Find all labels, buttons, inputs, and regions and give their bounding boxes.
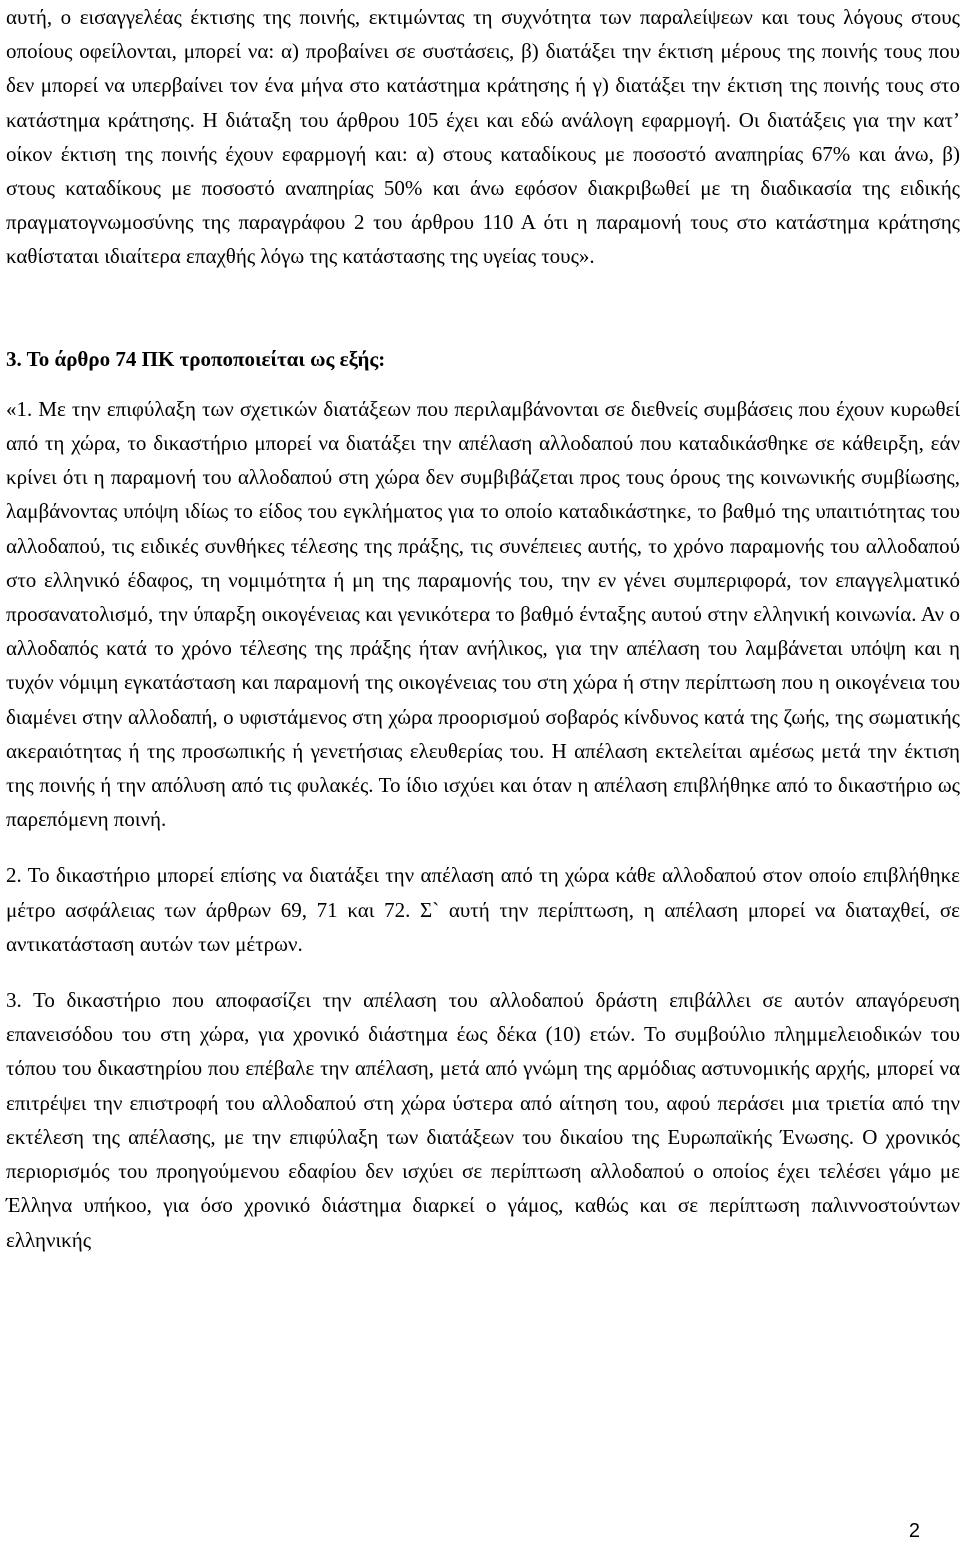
paragraph-1: «1. Με την επιφύλαξη των σχετικών διατάξεων που περιλαμβάνονται σε διεθνείς συμβάσεις που έχουν κυρωθεί από τη χώρα, το δικαστήριο μπορεί να διατάξει την απέλαση αλλοδαπού που καταδικάσθηκε σε κάθειρξη, εάν κρίνει ότι η παραμονή του αλλοδαπού στη χώρα δεν συμβιβάζεται προς τους όρους της κοινωνικής συμβίωσης, λαμβάνοντας υπόψη ιδίως το είδος του εγκλήματος για το οποίο καταδικάστηκε, το βαθμό της υπαιτιότητας του αλλοδαπού, τις ειδικές συνθήκες τέλεσης της πράξης, τις συνέπειες αυτής, το χρόνο παραμονής του αλλοδαπού στο ελληνικό έδαφος, τη νομιμότητα ή μη της παραμονής του, την εν γένει συμπεριφορά, τον επαγγελματικό προσανατολισμό, την ύπαρξη οικογένειας και γενικότερα το βαθμό ένταξης αυτού στην ελληνική κοινωνία. Αν ο αλλοδαπός κατά το χρόνο τέλεσης της πράξης ήταν ανήλικος, για την απέλαση του λαμβάνεται υπόψη και η τυχόν νόμιμη εγκατάσταση και παραμονή της οικογένειας του στη χώρα ή στην περίπτωση που η οικογένεια του διαμένει στην αλλοδαπή, ο υφιστάμενος στη χώρα προορισμού σοβαρός κίνδυνος κατά της ζωής, της σωματικής ακεραιότητας ή της προσωπικής ή γενετήσιας ελευθερίας του. Η απέλαση εκτελείται αμέσως μετά την έκτιση της ποινής ή την απόλυση από τις φυλακές. Το ίδιο ισχύει και όταν η απέλαση επιβλήθηκε από το δικαστήριο ως παρεπόμενη ποινή. bbox=[6, 396, 960, 832]
spacer bbox=[6, 961, 960, 983]
spacer bbox=[6, 376, 960, 392]
spacer bbox=[6, 274, 960, 342]
paragraph-2: 2. Το δικαστήριο μπορεί επίσης να διατάξει την απέλαση από τη χώρα κάθε αλλοδαπού στον οποίο επιβλήθηκε μέτρο ασφάλειας των άρθρων 69, 71 και 72. Σ` αυτή την περίπτωση, η απέλαση μπορεί να διαταχθεί, σε αντικατάσταση αυτών των μέτρων. bbox=[6, 863, 960, 956]
section-heading: 3. Το άρθρο 74 ΠΚ τροποποιείται ως εξής: bbox=[6, 346, 386, 371]
document-page bbox=[6, 0, 960, 1257]
paragraph-3: 3. Το δικαστήριο που αποφασίζει την απέλαση του αλλοδαπού δράστη επιβάλλει σε αυτόν απαγόρευση επανεισόδου του στη χώρα, για χρονικό διάστημα έως δέκα (10) ετών. Το συμβούλιο πλημμελειοδικών του τόπου του δικαστηρίου που επέβαλε την απέλαση, μετά από γνώμη της αρμόδιας αστυνομικής αρχής, μπορεί να επιτρέψει την επιστροφή του αλλοδαπού στη χώρα ύστερα από αίτηση του, αφού περάσει μια τριετία από την εκτέλεση της απέλασης, με την επιφύλαξη των διατάξεων του δικαίου της Ευρωπαϊκής Ένωσης. Ο χρονικός περιορισμός του προηγούμενου εδαφίου δεν ισχύει σε περίπτωση αλλοδαπού ο οποίος έχει τελέσει γάμο με Έλληνα υπήκοο, για όσο χρονικό διάστημα διαρκεί ο γάμος, καθώς και σε περίπτωση παλιννοστούντων ελληνικής bbox=[6, 988, 960, 1252]
page-number: 2 bbox=[908, 1520, 920, 1542]
spacer bbox=[6, 836, 960, 858]
paragraph-intro: αυτή, ο εισαγγελέας έκτισης της ποινής, εκτιμώντας τη συχνότητα των παραλείψεων και τους λόγους στους οποίους οφείλονται, μπορεί να: α) προβαίνει σε συστάσεις, β) διατάξει την έκτιση μέρους της ποινής τους που δεν μπορεί να υπερβαίνει τον ένα μήνα στο κατάστημα κράτησης ή γ) διατάξει την έκτιση της ποινής τους στο κατάστημα κράτησης. Η διάταξη του άρθρου 105 έχει και εδώ ανάλογη εφαρμογή. Οι διατάξεις για την κατ’ οίκον έκτιση της ποινής έχουν εφαρμογή και: α) στους καταδίκους με ποσοστό αναπηρίας 67% και άνω, β) στους καταδίκους με ποσοστό αναπηρίας 50% και άνω εφόσον διακριβωθεί με τη διαδικασία της ειδικής πραγματογνωμοσύνης της παραγράφου 2 του άρθρου 110 Α ότι η παραμονή τους στο κατάστημα κράτησης καθίσταται ιδιαίτερα επαχθής λόγω της κατάστασης της υγείας τους». bbox=[6, 5, 960, 269]
